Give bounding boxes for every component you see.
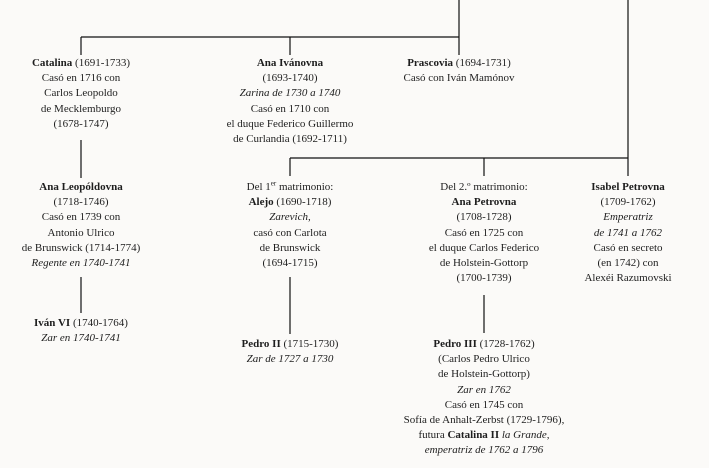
alejo-title: Zarevich,: [269, 211, 311, 224]
pedro-iii-line-8: emperatriz de 1762 a 1796: [424, 444, 544, 457]
isabel-line-7: Alexéi Razumovski: [584, 272, 672, 285]
prascovia-line-2: Casó con Iván Mamónov: [403, 72, 515, 85]
pedro-iii-line-3: de Holstein-Gottorp): [438, 368, 530, 381]
ivan-vi-name: Iván VI: [34, 317, 71, 329]
alejo-dates: (1690-1718): [273, 196, 332, 209]
ana-petrovna-line-6: de Holstein-Gottorp: [439, 257, 529, 270]
catalina-line-3: Carlos Leopoldo: [44, 87, 118, 100]
node-pedro-iii: [404, 337, 565, 459]
isabel-reign: de 1741 a 1762: [593, 226, 663, 239]
isabel-title: Emperatriz: [603, 211, 653, 224]
ana-leopoldovna-line-5: de Brunswick (1714-1774): [21, 241, 141, 254]
isabel-dates: (1709-1762): [600, 196, 656, 209]
catalina-line-4: de Mecklemburgo: [40, 102, 122, 115]
pedro-iii-dates: (1728-1762): [476, 338, 535, 350]
ana-petrovna-line-5: el duque Carlos Federico: [428, 241, 540, 254]
ana-leopoldovna-line-3: Casó en 1739 con: [41, 211, 121, 224]
ana-ivanovna-name: Ana Ivánovna: [256, 57, 324, 69]
pedro-iii-line-6: Sofía de Anhalt-Zerbst (1729-1796),: [403, 414, 565, 427]
catalina-line-2: Casó en 1716 con: [41, 72, 121, 85]
isabel-line-5: Casó en secreto: [593, 241, 663, 254]
ivan-vi-title: Zar en 1740-1741: [41, 332, 121, 345]
pedro-ii-dates: (1715-1730): [280, 338, 339, 350]
ana-petrovna-marriage-label: Del 2.º matrimonio:: [440, 181, 528, 193]
pedro-ii-title: Zar de 1727 a 1730: [246, 353, 334, 366]
ana-ivanovna-title: Zarina de 1730 a 1740: [239, 87, 341, 100]
pedro-iii-name: Pedro III: [433, 338, 477, 350]
catalina-line-5: (1678-1747): [53, 117, 109, 130]
node-ana-ivanovna: [227, 56, 354, 147]
ana-leopoldovna-name: Ana Leopóldovna: [39, 181, 123, 193]
node-pedro-ii: [242, 337, 339, 367]
pedro-iii-line-5: Casó en 1745 con: [444, 398, 524, 411]
ana-ivanovna-dates: (1693-1740): [262, 72, 318, 85]
alejo-line-4: casó con Carlota: [253, 226, 327, 239]
alejo-name: Alejo: [248, 196, 274, 209]
ana-leopoldovna-title: Regente en 1740-1741: [31, 257, 131, 270]
pedro-iii-line-7: futura Catalina II la Grande,: [418, 429, 550, 442]
isabel-name: Isabel Petrovna: [591, 181, 665, 193]
ana-petrovna-line-4: Casó en 1725 con: [444, 226, 524, 239]
node-alejo: [247, 180, 334, 271]
node-ivan-vi: [34, 316, 128, 346]
ana-petrovna-name: Ana Petrovna: [451, 196, 517, 209]
pedro-iii-line-2: (Carlos Pedro Ulrico: [438, 353, 530, 366]
prascovia-name: Prascovia: [407, 57, 454, 69]
ana-ivanovna-line-6: de Curlandia (1692-1711): [233, 133, 347, 146]
alejo-marriage-label: Del 1er matrimonio:: [246, 179, 334, 193]
ana-petrovna-dates: (1708-1728): [456, 211, 512, 224]
isabel-line-6: (en 1742) con: [597, 257, 659, 270]
node-ana-leopoldovna: [22, 180, 141, 271]
pedro-iii-title: Zar en 1762: [457, 383, 511, 396]
alejo-line-5: de Brunswick: [259, 241, 321, 254]
ana-leopoldovna-dates: (1718-1746): [53, 196, 109, 209]
prascovia-dates: (1694-1731): [453, 57, 511, 69]
ana-petrovna-line-7: (1700-1739): [456, 272, 512, 285]
pedro-ii-name: Pedro II: [241, 338, 281, 350]
ivan-vi-dates: (1740-1764): [70, 317, 128, 329]
ana-ivanovna-line-4: Casó en 1710 con: [250, 102, 330, 115]
node-isabel-petrovna: [584, 180, 671, 286]
node-catalina: [32, 56, 130, 132]
catalina-dates: (1691-1733): [72, 57, 131, 69]
node-prascovia: [404, 56, 515, 86]
alejo-line-6: (1694-1715): [262, 257, 318, 270]
node-ana-petrovna: [429, 180, 539, 286]
ana-ivanovna-line-5: el duque Federico Guillermo: [226, 117, 354, 130]
catalina-name: Catalina: [31, 57, 73, 69]
ana-leopoldovna-line-4: Antonio Ulrico: [47, 226, 115, 239]
